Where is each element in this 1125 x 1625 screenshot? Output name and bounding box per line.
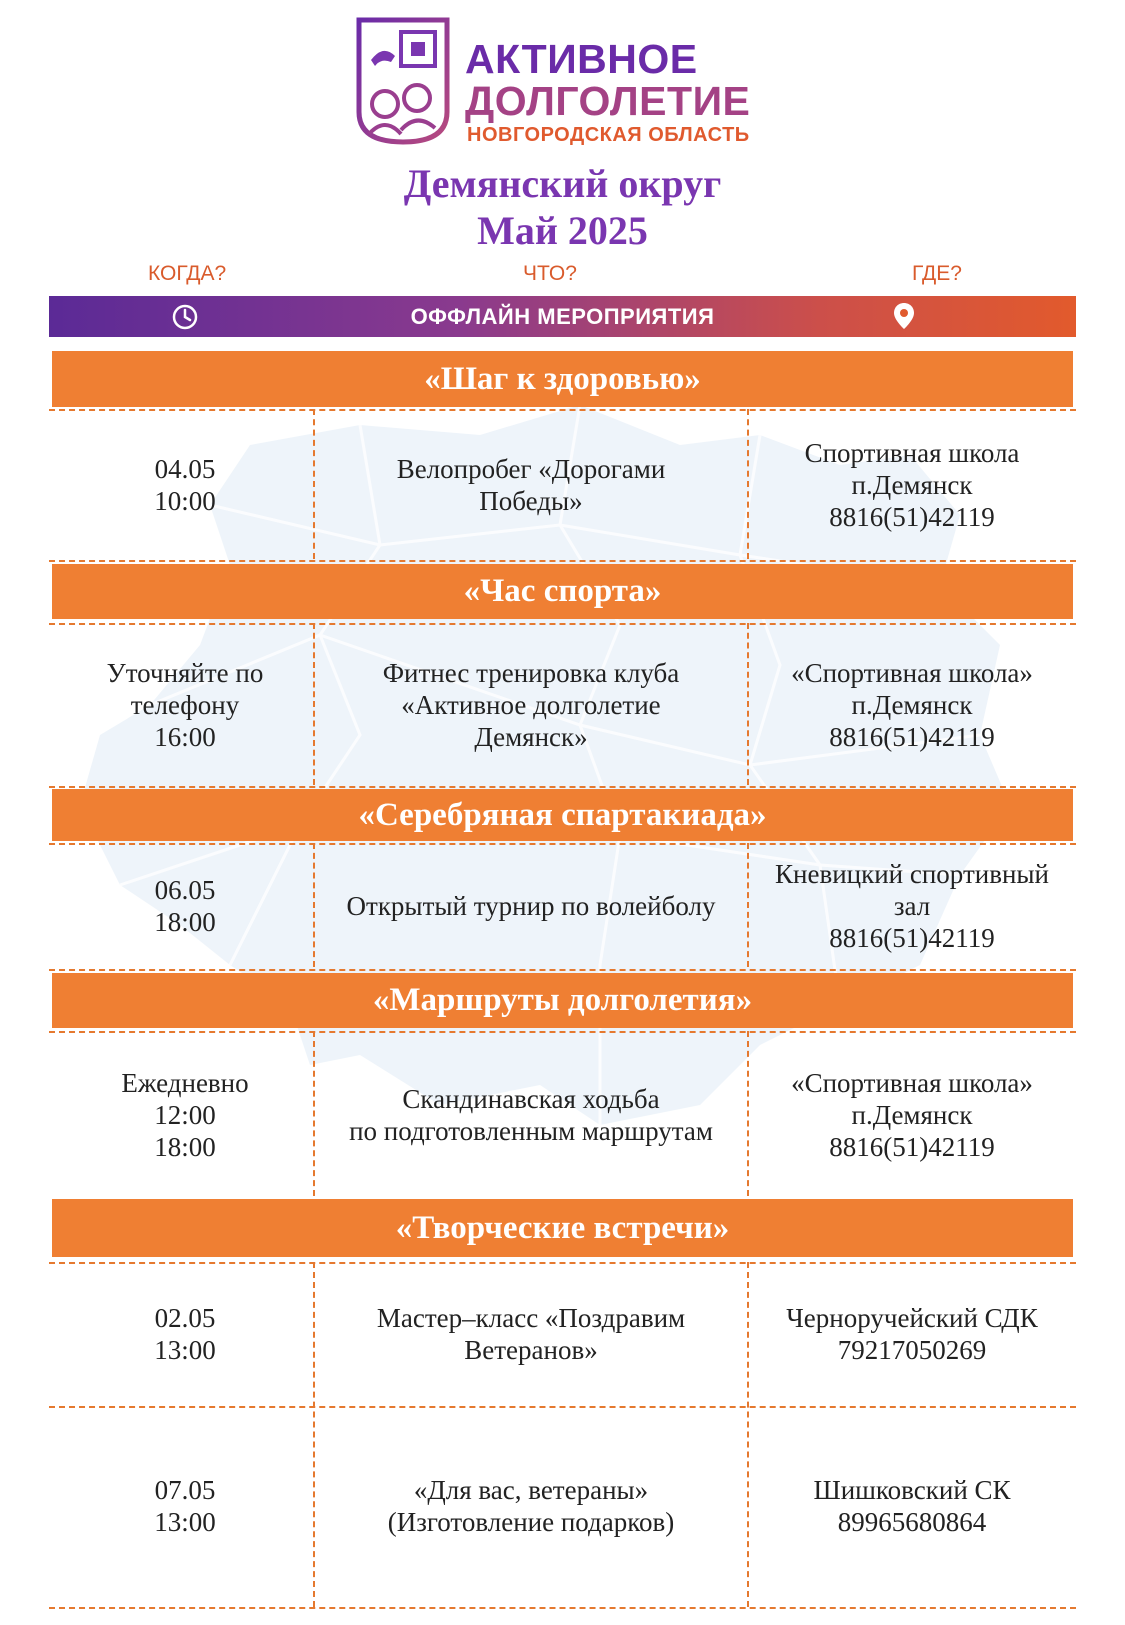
row-divider	[49, 786, 1076, 788]
column-when-header: КОГДА?	[148, 262, 227, 285]
table-cell-where: Черноручейский СДК 79217050269	[786, 1303, 1038, 1365]
row-divider	[49, 560, 1076, 562]
column-what-header: ЧТО?	[523, 262, 577, 285]
column-divider	[747, 1031, 749, 1196]
table-cell-what: «Для вас, ветераны» (Изготовление подарков)	[387, 1475, 675, 1537]
section-title: «Час спорта»	[52, 564, 1073, 619]
column-divider	[313, 1031, 315, 1196]
column-divider	[747, 409, 749, 559]
row-divider	[49, 1607, 1076, 1609]
column-divider	[313, 843, 315, 967]
table-cell-when: 07.05 13:00	[154, 1475, 216, 1537]
month-title: Май 2025	[477, 208, 648, 253]
map-pin-icon	[892, 301, 916, 331]
table-cell-what: Мастер–класс «Поздравим Ветеранов»	[376, 1303, 686, 1365]
logo-line-3: НОВГОРОДСКАЯ ОБЛАСТЬ	[467, 124, 750, 146]
table-cell-when: 02.05 13:00	[154, 1303, 216, 1365]
logo-line-2: ДОЛГОЛЕТИЕ	[465, 78, 751, 124]
section-title: «Шаг к здоровью»	[52, 351, 1073, 407]
table-cell-where: «Спортивная школа» п.Демянск 8816(51)42119	[791, 658, 1033, 752]
column-divider	[747, 1262, 749, 1607]
column-where-header: ГДЕ?	[912, 262, 962, 285]
district-title: Демянский округ	[403, 161, 722, 206]
table-cell-when: 06.05 18:00	[154, 875, 216, 937]
active-longevity-emblem-icon	[355, 16, 451, 146]
logo-line-1: АКТИВНОЕ	[465, 36, 698, 82]
table-cell-what: Скандинавская ходьба по подготовленным маршрутам	[349, 1083, 713, 1146]
section-title: «Творческие встречи»	[52, 1199, 1073, 1257]
table-cell-where: Кневицкий спортивный зал 8816(51)42119	[775, 859, 1049, 953]
column-divider	[747, 843, 749, 967]
table-cell-what: Велопробег «Дорогами Победы»	[396, 454, 666, 516]
offline-events-banner	[49, 296, 1076, 337]
column-divider	[747, 623, 749, 785]
table-cell-where: Шишковский СК 89965680864	[813, 1475, 1011, 1537]
row-divider	[49, 969, 1076, 971]
section-title: «Маршруты долголетия»	[52, 973, 1073, 1028]
logo	[355, 16, 775, 146]
table-cell-when: Уточняйте по телефону 16:00	[106, 658, 264, 752]
column-divider	[313, 1262, 315, 1607]
column-divider	[313, 409, 315, 559]
table-cell-when: Ежедневно 12:00 18:00	[121, 1067, 249, 1162]
column-divider	[313, 623, 315, 785]
table-cell-what: Фитнес тренировка клуба «Активное долголетие Демянск»	[382, 658, 680, 752]
banner-label: ОФФЛАЙН МЕРОПРИЯТИЯ	[410, 304, 715, 329]
table-cell-when: 04.05 10:00	[154, 454, 216, 516]
table-cell-what: Открытый турнир по волейболу	[346, 891, 716, 921]
section-title: «Серебряная спартакиада»	[52, 789, 1073, 841]
table-cell-where: Спортивная школа п.Демянск 8816(51)42119	[804, 438, 1020, 532]
table-cell-where: «Спортивная школа» п.Демянск 8816(51)42119	[791, 1067, 1033, 1162]
